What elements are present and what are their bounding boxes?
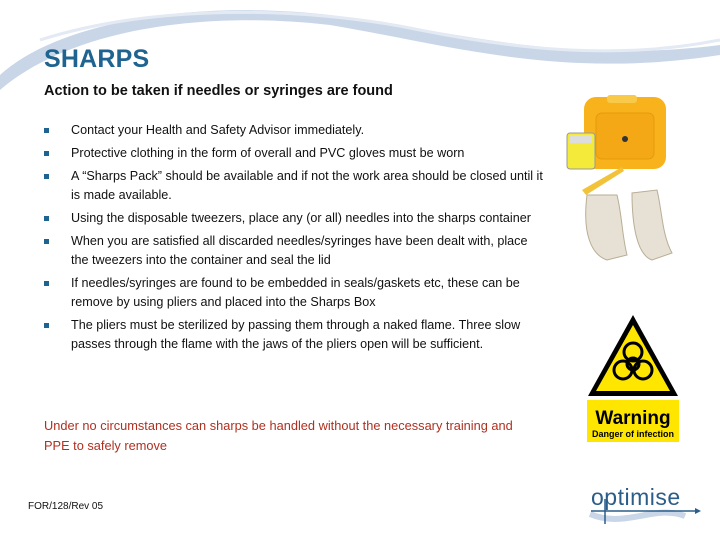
footer-reference: FOR/128/Rev 05 (28, 501, 104, 512)
list-item-text: A “Sharps Pack” should be available and if not the work area should be closed until it is made available. (71, 168, 543, 202)
sign-subheading: Danger of infection (591, 429, 675, 439)
bullet-icon (44, 174, 49, 179)
list-item (44, 209, 544, 228)
sign-heading: Warning (595, 408, 671, 429)
list-item-text: The pliers must be sterilized by passing them through a naked flame. Three slow passes through the flame with the jaws of the pliers open will be sufficient. (71, 318, 521, 352)
page-title: SHARPS (44, 45, 150, 73)
sharps-kit-image (562, 95, 682, 270)
subtitle: Action to be taken if needles or syringes are found (44, 83, 393, 99)
logo-text: optimise (591, 484, 681, 510)
list-item-text: Using the disposable tweezers, place any (or all) needles into the sharps container (71, 210, 531, 225)
list-item (44, 167, 544, 206)
list-item-text: When you are satisfied all discarded needles/syringes have been dealt with, place the tweezers into the container and seal the lid (71, 233, 528, 267)
list-item (44, 144, 544, 163)
bullet-icon (44, 281, 49, 286)
list-item-text: Contact your Health and Safety Advisor immediately. (71, 123, 365, 137)
bullet-icon (44, 239, 49, 244)
list-item-text: If needles/syringes are found to be embedded in seals/gaskets etc, these can be remove by using pliers and placed into the Sharps Box (71, 275, 520, 310)
list-item (44, 121, 544, 140)
warning-note: Under no circumstances can sharps be handled without the necessary training and PPE to safely remove (44, 418, 513, 453)
biohazard-warning-sign (585, 312, 681, 447)
bullet-icon (44, 216, 49, 221)
list-item (44, 232, 544, 271)
bullet-icon (44, 151, 49, 156)
bullet-icon (44, 323, 49, 328)
action-list (44, 121, 544, 358)
bullet-icon (44, 128, 49, 133)
list-item-text: Protective clothing in the form of overall and PVC gloves must be worn (71, 145, 465, 160)
list-item (44, 274, 544, 313)
list-item (44, 316, 544, 355)
